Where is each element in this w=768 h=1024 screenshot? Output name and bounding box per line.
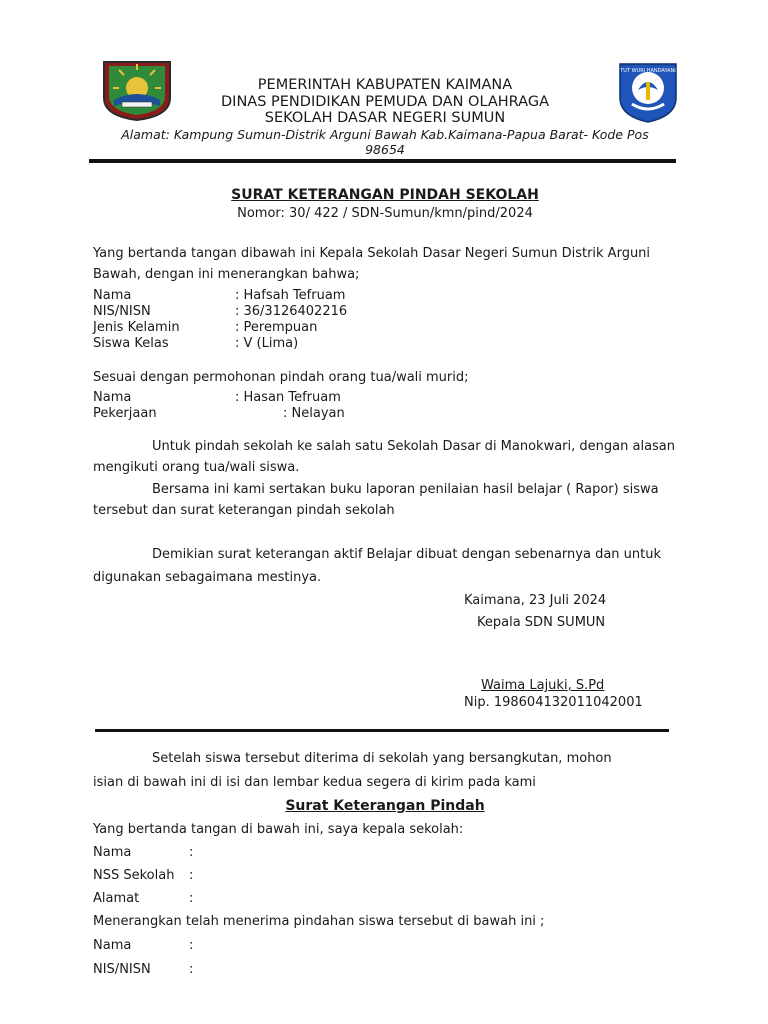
student-name-label: Nama xyxy=(93,288,132,303)
signer-position: Kepala SDN SUMUN xyxy=(477,615,606,630)
lower-statement-2: Menerangkan telah menerima pindahan siswa tersebut di bawah ini ; xyxy=(93,914,545,929)
school-address-label: Alamat xyxy=(93,891,140,906)
school-name-colon: : xyxy=(189,845,194,860)
lower-title: Surat Keterangan Pindah xyxy=(285,798,485,814)
lower-intro-line-2: isian di bawah ini di isi dan lembar kedua segera di kirim pada kami xyxy=(93,775,536,790)
student-nis-value: : 36/3126402216 xyxy=(235,304,348,319)
parent-name-value: : Hasan Tefruam xyxy=(235,390,341,405)
parent-name-label: Nama xyxy=(93,390,132,405)
para-1-line-1: Untuk pindah sekolah ke salah satu Sekolah Dasar di Manokwari, dengan alasan xyxy=(152,439,676,454)
para-2-line-1: Bersama ini kami sertakan buku laporan penilaian hasil belajar ( Rapor) siswa xyxy=(152,482,659,497)
received-nis-label: NIS/NISN xyxy=(93,962,151,977)
kabupaten-logo xyxy=(100,58,174,122)
kop-divider xyxy=(89,159,676,163)
student-class-label: Siswa Kelas xyxy=(93,336,169,351)
school-address-colon: : xyxy=(189,891,194,906)
student-nis-label: NIS/NISN xyxy=(93,304,151,319)
letter-number: Nomor: 30/ 422 / SDN-Sumun/kmn/pind/2024 xyxy=(237,206,533,221)
place-date: Kaimana, 23 Juli 2024 xyxy=(464,593,607,608)
school-name-label: Nama xyxy=(93,845,132,860)
signer-name: Waima Lajuki, S.Pd xyxy=(481,678,605,693)
student-gender-value: : Perempuan xyxy=(235,320,318,335)
kop-line-2: DINAS PENDIDIKAN PEMUDA DAN OLAHRAGA xyxy=(221,94,549,110)
lower-statement-1: Yang bertanda tangan di bawah ini, saya kepala sekolah: xyxy=(93,822,464,837)
opening-line-1: Yang bertanda tangan dibawah ini Kepala Sekolah Dasar Negeri Sumun Distrik Arguni xyxy=(93,246,651,261)
section-divider xyxy=(95,729,669,732)
alamat-line-2: 98654 xyxy=(365,142,405,157)
para-1-line-2: mengikuti orang tua/wali siswa. xyxy=(93,460,300,475)
request-line: Sesuai dengan permohonan pindah orang tua/wali murid; xyxy=(93,370,469,385)
student-name-value: : Hafsah Tefruam xyxy=(235,288,346,303)
svg-text:TUT WURI HANDAYANI: TUT WURI HANDAYANI xyxy=(620,68,676,74)
tut-wuri-handayani-logo xyxy=(614,60,682,124)
para-3-line-1: Demikian surat keterangan aktif Belajar dibuat dengan sebenarnya dan untuk xyxy=(152,547,662,562)
lower-intro-line-1: Setelah siswa tersebut diterima di sekolah yang bersangkutan, mohon xyxy=(152,751,612,766)
kop-line-1: PEMERINTAH KABUPATEN KAIMANA xyxy=(257,77,513,93)
student-gender-label: Jenis Kelamin xyxy=(93,320,180,335)
para-2-line-2: tersebut dan surat keterangan pindah sekolah xyxy=(93,503,395,518)
school-nss-label: NSS Sekolah xyxy=(93,868,175,883)
parent-job-label: Pekerjaan xyxy=(93,406,157,421)
kop-line-3: SEKOLAH DASAR NEGERI SUMUN xyxy=(264,110,506,126)
alamat-line-1: Alamat: Kampung Sumun-Distrik Arguni Bawah Kab.Kaimana-Papua Barat- Kode Pos xyxy=(121,127,649,142)
parent-job-value: : Nelayan xyxy=(283,406,345,421)
received-name-colon: : xyxy=(189,938,194,953)
opening-line-2: Bawah, dengan ini menerangkan bahwa; xyxy=(93,267,360,282)
student-class-value: : V (Lima) xyxy=(235,336,299,351)
school-nss-colon: : xyxy=(189,868,194,883)
letter-title: SURAT KETERANGAN PINDAH SEKOLAH xyxy=(231,187,539,203)
para-3-line-2: digunakan sebagaimana mestinya. xyxy=(93,570,322,585)
received-name-label: Nama xyxy=(93,938,132,953)
signer-nip: Nip. 198604132011042001 xyxy=(464,695,643,710)
received-nis-colon: : xyxy=(189,962,194,977)
